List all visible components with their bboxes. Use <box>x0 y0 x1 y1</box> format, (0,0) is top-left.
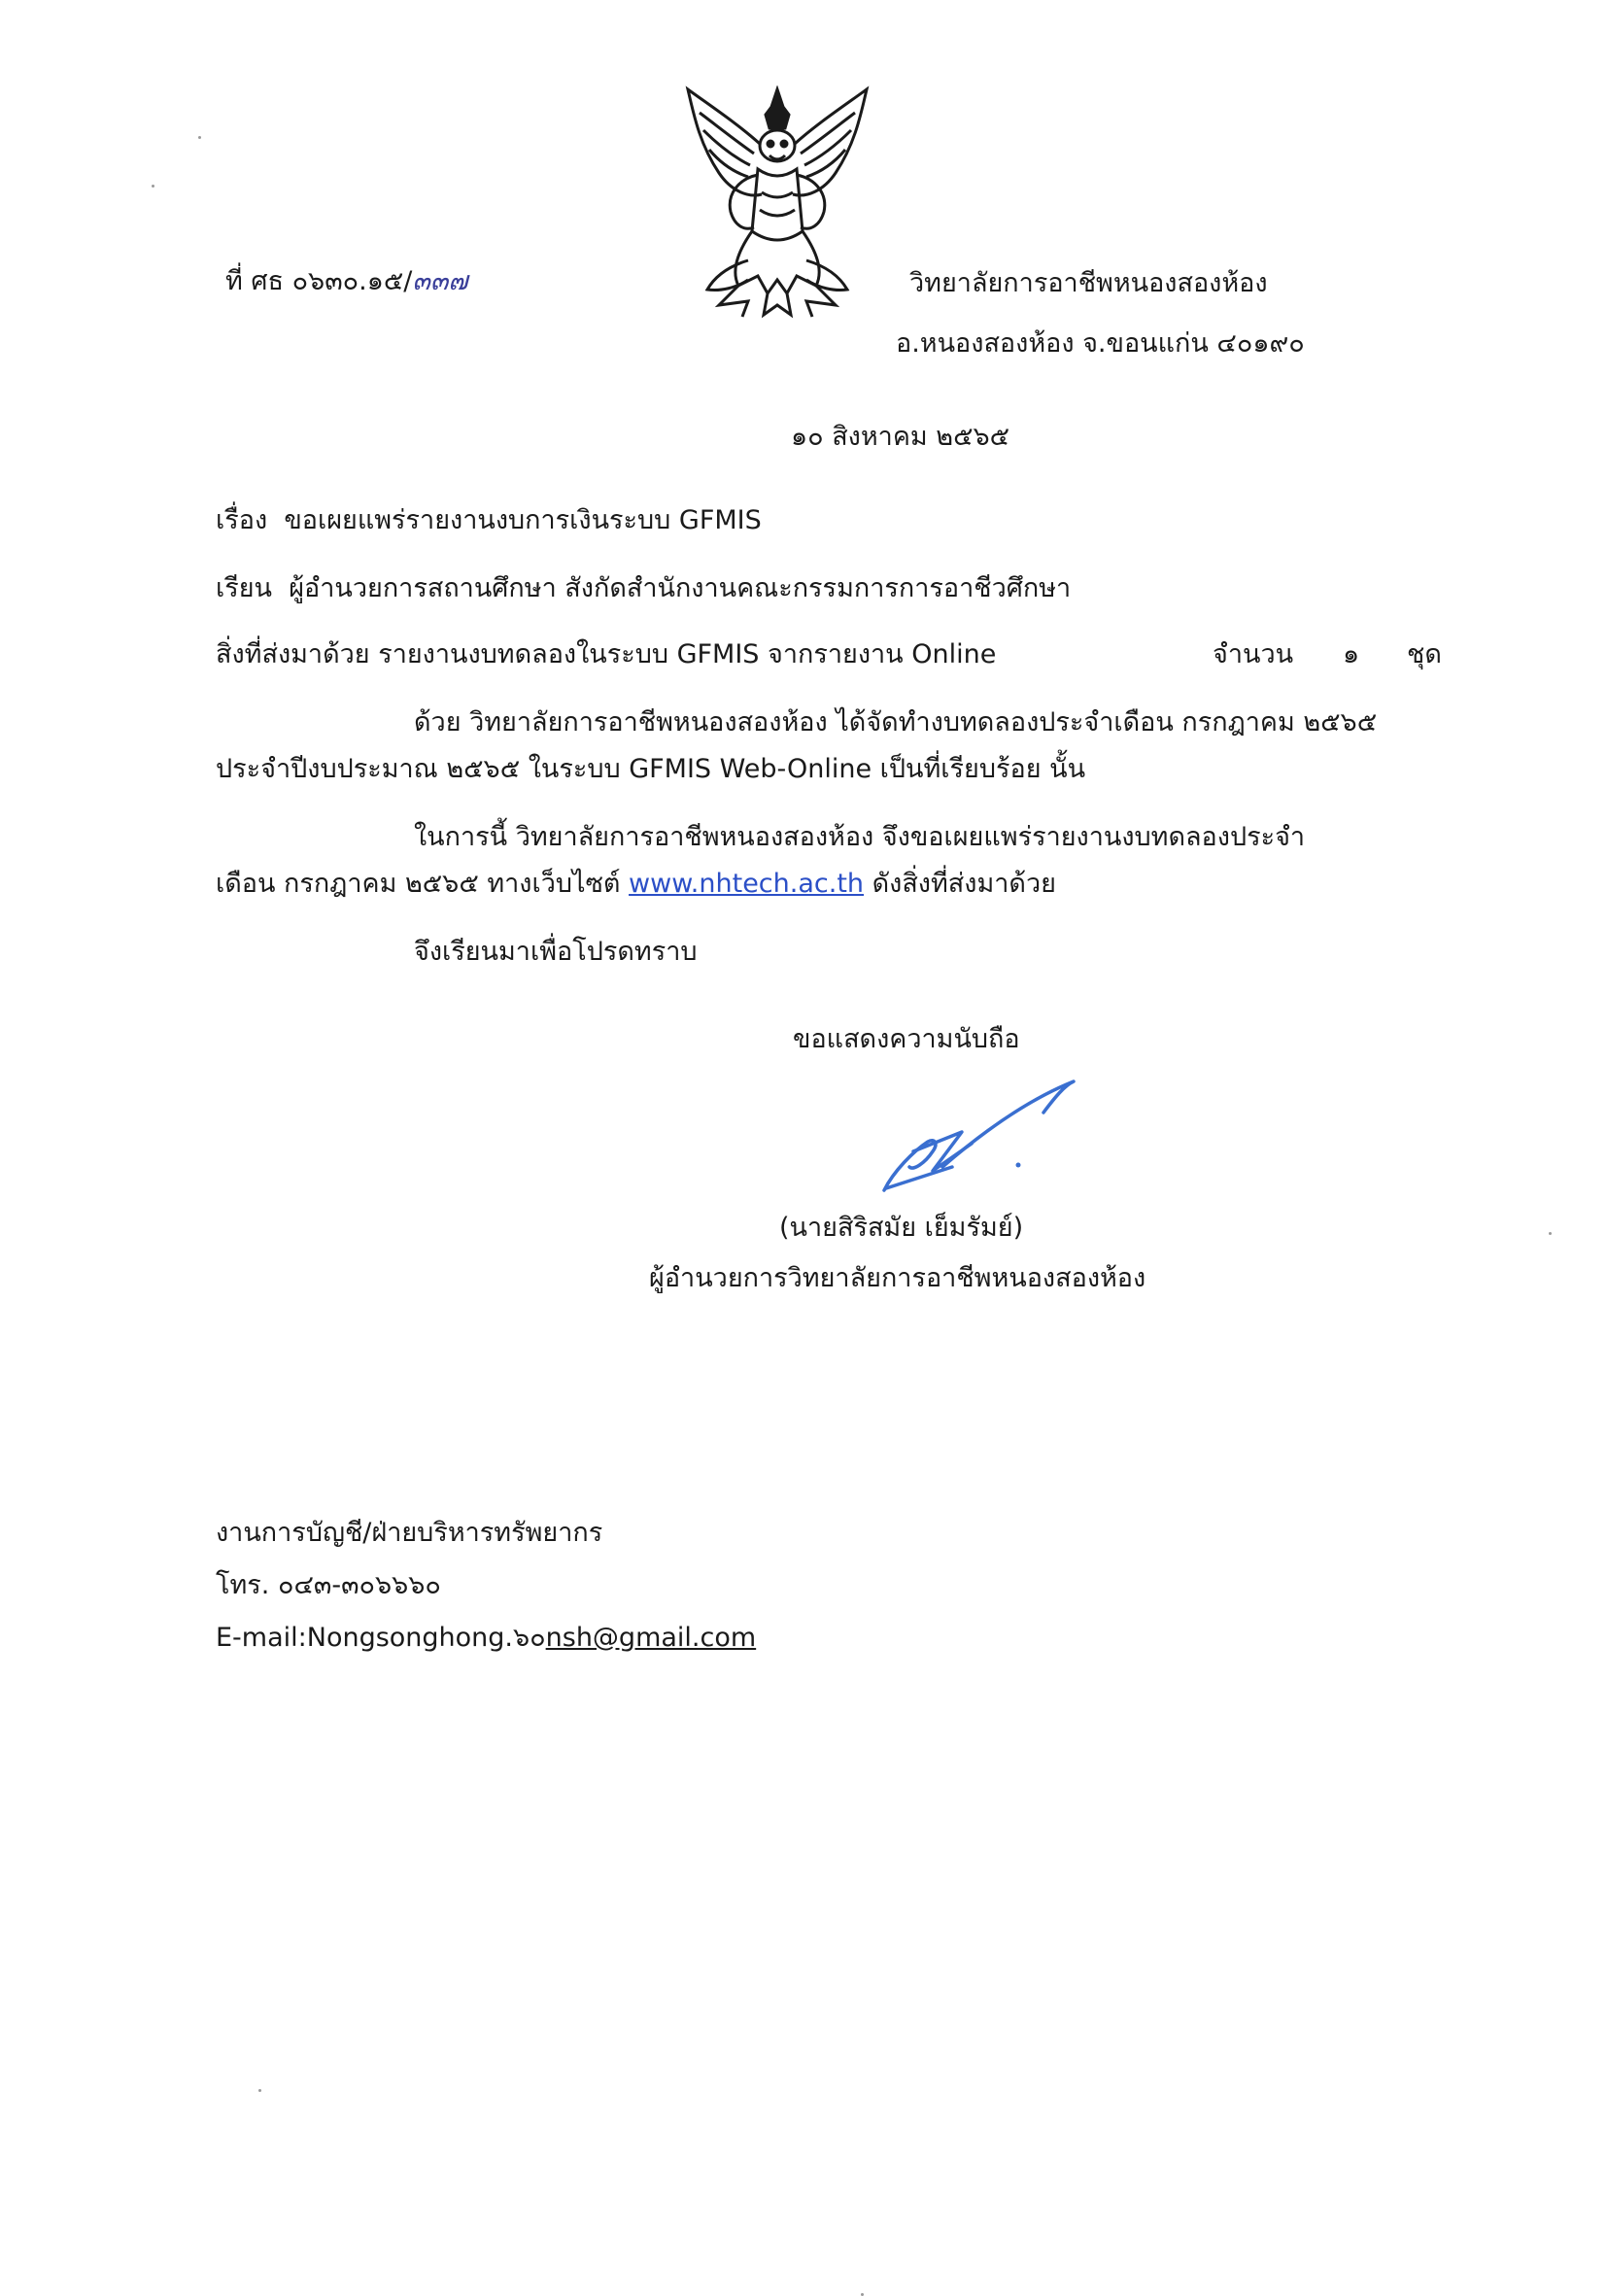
paragraph-2-line-2 <box>216 867 1056 902</box>
subject-text: ขอเผยแพร่รายงานงบการเงินระบบ GFMIS <box>284 505 762 535</box>
enclosure-line <box>216 637 996 672</box>
salutation: ขอแสดงความนับถือ <box>793 1024 1020 1054</box>
footer-email <box>216 1621 756 1656</box>
enclosure-text: รายงานงบทดลองในระบบ GFMIS จากรายงาน Online <box>378 639 997 669</box>
scan-speck <box>1549 1232 1552 1235</box>
reference-handwritten-number: ๓๓๗ <box>412 266 468 296</box>
signatory-name: (นายสิริสมัย เย็มรัมย์) <box>779 1213 1024 1243</box>
paragraph-2-text-before: เดือน กรกฎาคม ๒๕๖๕ ทางเว็บไซต์ <box>216 869 630 899</box>
paragraph-1-line-2: ประจำปีงบประมาณ ๒๕๖๕ ในระบบ GFMIS Web-Online เป็นที่เรียบร้อย นั้น <box>216 754 1086 784</box>
enclosure-qty: ๑ <box>1343 639 1360 669</box>
footer-phone: โทร. ๐๔๓-๓๐๖๖๖๐ <box>216 1570 441 1600</box>
enclosure-qty-label: จำนวน <box>1213 639 1294 669</box>
subject-line <box>216 503 762 538</box>
closing-line: จึงเรียนมาเพื่อโปรดทราบ <box>414 937 698 967</box>
garuda-emblem-icon <box>680 86 874 321</box>
recipient-line <box>216 571 1071 606</box>
letter-date: ๑๐ สิงหาคม ๒๕๖๕ <box>791 422 1010 452</box>
recipient-text: ผู้อำนวยการสถานศึกษา สังกัดสำนักงานคณะกรรมการการอาชีวศึกษา <box>289 573 1072 603</box>
website-link[interactable]: www.nhtech.ac.th <box>629 869 865 899</box>
paragraph-2-text-after: ดังสิ่งที่ส่งมาด้วย <box>864 869 1056 899</box>
org-name: วิทยาลัยการอาชีพหนองสองห้อง <box>909 268 1268 298</box>
email-prefix: E-mail:Nongsonghong.๖๐ <box>216 1623 546 1653</box>
reference-number <box>225 264 468 299</box>
email-link[interactable]: nsh@gmail.com <box>545 1623 757 1653</box>
footer-department: งานการบัญชี/ฝ่ายบริหารทรัพยากร <box>216 1518 603 1548</box>
scan-speck <box>152 185 154 188</box>
reference-prefix: ที่ ศธ ๐๖๓๐.๑๕/ <box>225 266 413 296</box>
enclosure-label: สิ่งที่ส่งมาด้วย <box>216 639 370 669</box>
handwritten-signature <box>874 1074 1088 1200</box>
enclosure-unit: ชุด <box>1407 639 1442 669</box>
paragraph-1-line-1: ด้วย วิทยาลัยการอาชีพหนองสองห้อง ได้จัดทำงบทดลองประจำเดือน กรกฎาคม ๒๕๖๕ <box>414 707 1378 737</box>
org-address: อ.หนองสองห้อง จ.ขอนแก่น ๔๐๑๙๐ <box>896 328 1305 359</box>
recipient-label: เรียน <box>216 573 273 603</box>
scan-speck <box>258 2089 261 2092</box>
paragraph-2-line-1: ในการนี้ วิทยาลัยการอาชีพหนองสองห้อง จึงขอเผยแพร่รายงานงบทดลองประจำ <box>414 822 1306 852</box>
signatory-position: ผู้อำนวยการวิทยาลัยการอาชีพหนองสองห้อง <box>649 1263 1146 1293</box>
subject-label: เรื่อง <box>216 505 268 535</box>
scan-speck <box>198 136 201 139</box>
